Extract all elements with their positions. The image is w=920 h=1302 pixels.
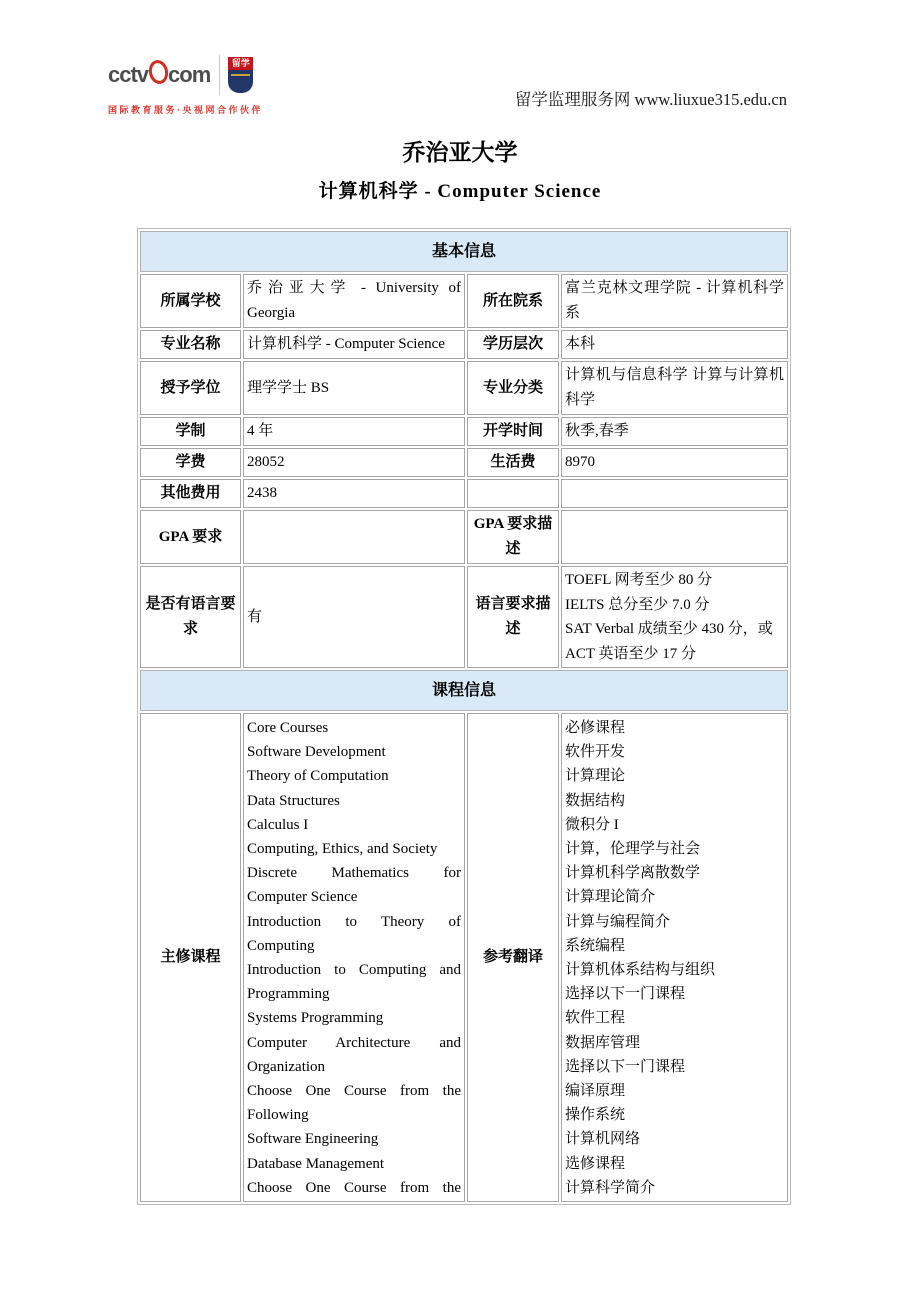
list-item: 选修课程 bbox=[565, 1155, 626, 1172]
field-label: 专业分类 bbox=[467, 361, 559, 415]
section-course-info bbox=[140, 670, 788, 711]
field-label: 学费 bbox=[140, 448, 241, 477]
list-item: 计算机科学离散数学 bbox=[565, 865, 701, 882]
list-item: IELTS 总分至少 7.0 分 bbox=[565, 596, 710, 613]
table-row bbox=[140, 330, 788, 359]
list-item: Software Engineering bbox=[247, 1131, 379, 1148]
list-item: Systems Programming bbox=[247, 1010, 384, 1027]
list-item: SAT Verbal 成绩至少 430 分，或 bbox=[565, 621, 773, 637]
field-value: 本科 bbox=[561, 330, 788, 359]
english-course-list bbox=[243, 713, 465, 1202]
list-item: Data Structures bbox=[247, 792, 340, 809]
list-item: Database Management bbox=[247, 1155, 385, 1172]
table-row bbox=[140, 448, 788, 477]
field-label: 主修课程 bbox=[140, 713, 241, 1202]
table-row bbox=[140, 566, 788, 668]
page-subtitle: 计算机科学 - Computer Science bbox=[318, 181, 602, 202]
list-item: Theory of Computation bbox=[247, 768, 389, 785]
list-item: 软件开发 bbox=[565, 744, 626, 761]
field-label bbox=[467, 479, 559, 508]
field-value: 理学学士 BS bbox=[243, 361, 465, 415]
list-item: 数据库管理 bbox=[565, 1034, 641, 1051]
badge-shield-icon bbox=[228, 70, 253, 93]
field-value bbox=[561, 479, 788, 508]
list-item: 计算理论 bbox=[565, 768, 626, 785]
field-value: 计算机与信息科学 计算与计算机科学 bbox=[561, 361, 788, 415]
field-label: 开学时间 bbox=[467, 417, 559, 446]
table-row bbox=[140, 274, 788, 328]
field-value: 乔治亚大学 - University of Georgia bbox=[243, 274, 465, 328]
field-label: 所在院系 bbox=[467, 274, 559, 328]
site-name: 留学监理服务网 www.liuxue315.edu.cn bbox=[514, 90, 787, 109]
field-value: 28052 bbox=[243, 448, 465, 477]
list-item: 软件工程 bbox=[565, 1010, 626, 1027]
field-value: 8970 bbox=[561, 448, 788, 477]
list-item: Core Courses bbox=[247, 720, 329, 736]
liuxue-badge bbox=[228, 57, 253, 93]
list-item: Introduction to Computing and Programming bbox=[247, 962, 461, 1003]
field-label: 生活费 bbox=[467, 448, 559, 477]
list-item: 选择以下一门课程 bbox=[565, 1058, 686, 1075]
list-item: 必修课程 bbox=[565, 720, 626, 736]
field-label: 其他费用 bbox=[140, 479, 241, 508]
list-item: Choose One Course from the Following bbox=[247, 1083, 461, 1124]
list-item: Introduction to Theory of Computing bbox=[247, 913, 461, 954]
table-row bbox=[140, 479, 788, 508]
language-requirement-desc bbox=[561, 566, 788, 668]
program-info-table bbox=[137, 228, 791, 1205]
field-value: 4 年 bbox=[243, 417, 465, 446]
list-item: 编译原理 bbox=[565, 1083, 626, 1100]
field-value: 富兰克林文理学院 - 计算机科学系 bbox=[561, 274, 788, 328]
list-item: 计算科学简介 bbox=[565, 1179, 656, 1196]
page-title: 乔治亚大学 bbox=[402, 140, 518, 165]
section-basic-info bbox=[140, 231, 788, 272]
field-value: 2438 bbox=[243, 479, 465, 508]
field-label: 语言要求描述 bbox=[467, 566, 559, 668]
field-label: 学历层次 bbox=[467, 330, 559, 359]
badge-label: 留学 bbox=[228, 57, 253, 70]
list-item: Computing, Ethics, and Society bbox=[247, 841, 438, 858]
list-item: Discrete Mathematics for Computer Science bbox=[247, 865, 461, 906]
field-value bbox=[243, 510, 465, 564]
logo-cctv-text: cctv bbox=[108, 62, 149, 87]
field-value: 有 bbox=[243, 566, 465, 668]
table-row bbox=[140, 510, 788, 564]
field-label: 所属学校 bbox=[140, 274, 241, 328]
list-item: TOEFL 网考至少 80 分 bbox=[565, 572, 713, 588]
logo-divider bbox=[219, 55, 220, 95]
list-item: 计算机体系结构与组织 bbox=[565, 962, 716, 979]
list-item: Computer Architecture and Organization bbox=[247, 1034, 461, 1075]
list-item: 计算理论简介 bbox=[565, 889, 656, 906]
chinese-course-list bbox=[561, 713, 788, 1202]
list-item: 计算与编程简介 bbox=[565, 913, 671, 930]
cctv-logo bbox=[108, 52, 263, 116]
field-label: 参考翻译 bbox=[467, 713, 559, 1202]
field-label: 是否有语言要求 bbox=[140, 566, 241, 668]
list-item: 选择以下一门课程 bbox=[565, 986, 686, 1003]
logo-com-text: com bbox=[168, 62, 211, 87]
list-item: 系统编程 bbox=[565, 937, 626, 954]
row-courses bbox=[140, 713, 788, 1202]
list-item: 计算，伦理学与社会 bbox=[565, 841, 701, 858]
list-item: Calculus I bbox=[247, 816, 309, 833]
list-item: 操作系统 bbox=[565, 1107, 626, 1124]
field-value bbox=[561, 510, 788, 564]
list-item: Choose One Course from the bbox=[247, 1179, 461, 1196]
table-row bbox=[140, 361, 788, 415]
list-item: 数据结构 bbox=[565, 792, 626, 809]
logo-tagline: 国际教育服务·央视网合作伙伴 bbox=[108, 105, 263, 115]
list-item: 微积分 I bbox=[565, 816, 619, 833]
cctv-ring-icon bbox=[147, 58, 171, 85]
list-item: 计算机网络 bbox=[565, 1131, 641, 1148]
section-title-basic: 基本信息 bbox=[140, 231, 788, 272]
section-title-courses: 课程信息 bbox=[140, 670, 788, 711]
field-label: GPA 要求 bbox=[140, 510, 241, 564]
list-item: ACT 英语至少 17 分 bbox=[565, 645, 696, 662]
field-label: GPA 要求描述 bbox=[467, 510, 559, 564]
field-label: 学制 bbox=[140, 417, 241, 446]
field-value: 计算机科学 - Computer Science bbox=[243, 330, 465, 359]
table-row bbox=[140, 417, 788, 446]
field-label: 授予学位 bbox=[140, 361, 241, 415]
list-item: Software Development bbox=[247, 744, 386, 761]
field-label: 专业名称 bbox=[140, 330, 241, 359]
field-value: 秋季,春季 bbox=[561, 417, 788, 446]
